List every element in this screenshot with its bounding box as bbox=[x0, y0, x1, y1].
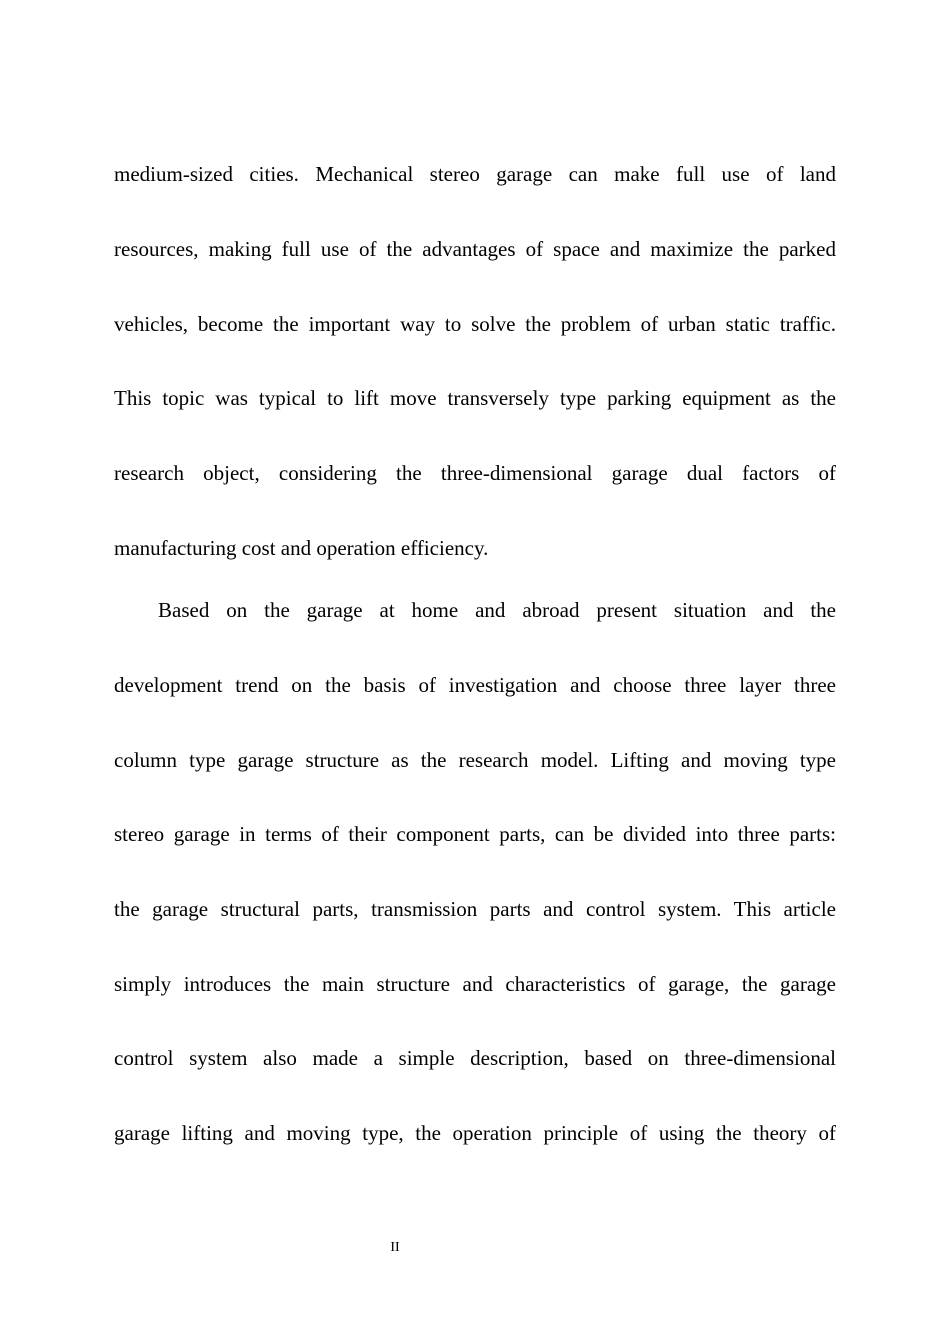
text-line: medium-sized cities. Mechanical stereo garage can make full use of land bbox=[114, 162, 836, 186]
text-line: manufacturing cost and operation efficiency. bbox=[114, 536, 489, 560]
text-line: Based on the garage at home and abroad present situation and the bbox=[158, 598, 836, 622]
text-line: development trend on the basis of investigation and choose three layer three bbox=[114, 673, 836, 697]
text-line: the garage structural parts, transmission parts and control system. This article bbox=[114, 897, 836, 921]
text-line: vehicles, become the important way to solve the problem of urban static traffic. bbox=[114, 312, 836, 336]
text-line: garage lifting and moving type, the operation principle of using the theory of bbox=[114, 1121, 836, 1145]
text-line: resources, making full use of the advantages of space and maximize the parked bbox=[114, 237, 836, 261]
text-line: column type garage structure as the research model. Lifting and moving type bbox=[114, 748, 836, 772]
text-line: research object, considering the three-dimensional garage dual factors of bbox=[114, 461, 836, 485]
text-line: stereo garage in terms of their component parts, can be divided into three parts: bbox=[114, 822, 836, 846]
text-line: simply introduces the main structure and characteristics of garage, the garage bbox=[114, 972, 836, 996]
page-number: II bbox=[390, 1240, 400, 1255]
text-line: This topic was typical to lift move transversely type parking equipment as the bbox=[114, 386, 836, 410]
text-line: control system also made a simple description, based on three-dimensional bbox=[114, 1046, 836, 1070]
